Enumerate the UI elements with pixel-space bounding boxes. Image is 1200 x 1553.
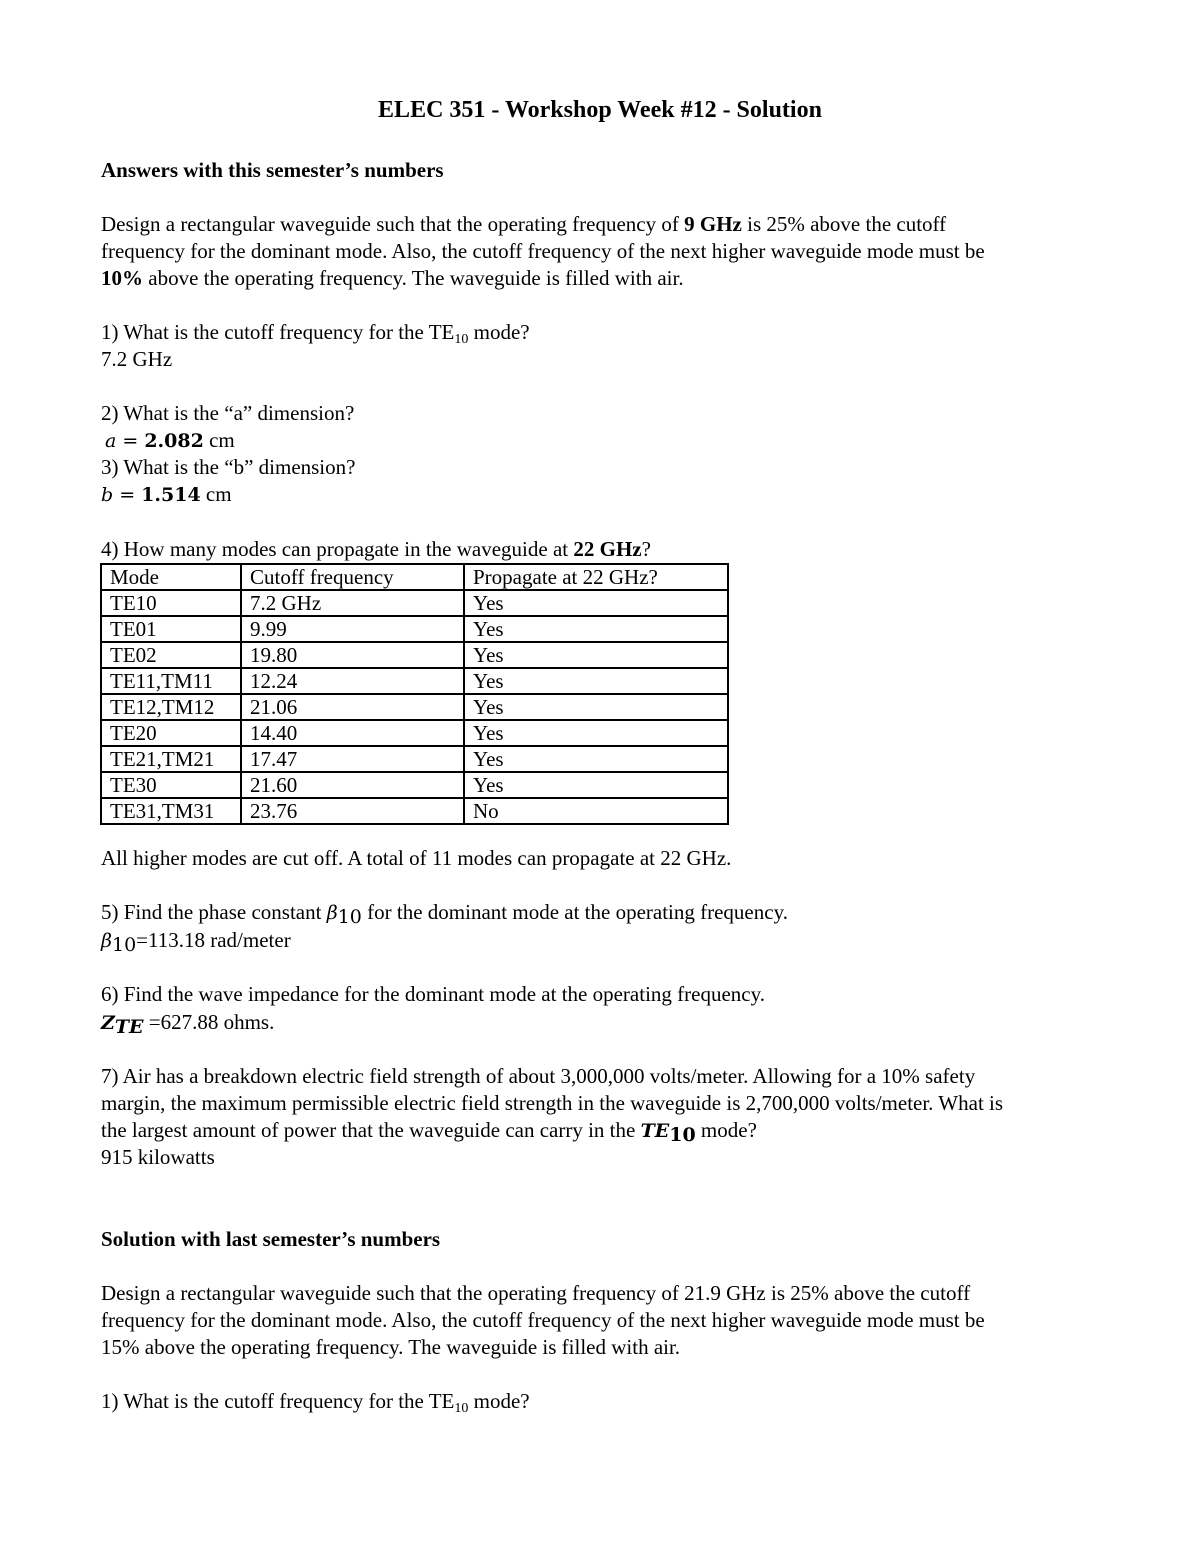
unit: cm bbox=[200, 482, 232, 506]
intro-text: is 25% above the cutoff bbox=[741, 212, 947, 236]
impedance-symbol: Z bbox=[101, 1012, 115, 1034]
modes-table bbox=[100, 563, 729, 825]
question-text: mode? bbox=[468, 320, 530, 344]
intro-text: above the operating frequency. The waveguide is filled with air. bbox=[143, 266, 684, 290]
intro2-line-2: frequency for the dominant mode. Also, the cutoff frequency of the next higher waveguide mode must be bbox=[101, 1308, 985, 1332]
table-header-cell: Cutoff frequency bbox=[241, 564, 464, 590]
question-text: mode? bbox=[695, 1118, 757, 1142]
table-cell: 7.2 GHz bbox=[241, 590, 464, 616]
table-cell: No bbox=[464, 798, 728, 824]
table-cell: TE31,TM31 bbox=[101, 798, 241, 824]
table-cell: Yes bbox=[464, 720, 728, 746]
table-cell: TE11,TM11 bbox=[101, 668, 241, 694]
math-variable: b bbox=[101, 484, 114, 506]
question-text: 1) What is the cutoff frequency for the TE bbox=[101, 1389, 455, 1413]
question-text: the largest amount of power that the waveguide can carry in the bbox=[101, 1118, 641, 1142]
table-cell: Yes bbox=[464, 642, 728, 668]
table-cell: 17.47 bbox=[241, 746, 464, 772]
table-cell: 23.76 bbox=[241, 798, 464, 824]
unit: cm bbox=[203, 428, 235, 452]
question-7-line-1: 7) Air has a breakdown electric field strength of about 3,000,000 volts/meter. Allowing for a 10% safety bbox=[101, 1064, 976, 1088]
table-cell: 12.24 bbox=[241, 668, 464, 694]
table-cell: TE20 bbox=[101, 720, 241, 746]
beta-symbol: β bbox=[326, 902, 338, 924]
margin-percent: 10% bbox=[101, 266, 143, 290]
table-cell: Yes bbox=[464, 668, 728, 694]
table-cell: 19.80 bbox=[241, 642, 464, 668]
math-equals: = bbox=[116, 430, 145, 452]
question-2: 2) What is the “a” dimension? bbox=[101, 401, 355, 425]
intro-text: Design a rectangular waveguide such that the operating frequency of bbox=[101, 212, 685, 236]
math-equals: = bbox=[113, 484, 142, 506]
table-row bbox=[101, 772, 728, 798]
table-cell: TE10 bbox=[101, 590, 241, 616]
intro2-line-1: Design a rectangular waveguide such that the operating frequency of 21.9 GHz is 25% above the cutoff bbox=[101, 1281, 971, 1305]
question-5 bbox=[101, 899, 788, 927]
table-header-row bbox=[101, 564, 728, 590]
table-header-cell: Propagate at 22 GHz? bbox=[464, 564, 728, 590]
operating-frequency: 9 GHz bbox=[684, 212, 742, 236]
table-row bbox=[101, 642, 728, 668]
question-text: for the dominant mode at the operating frequency. bbox=[361, 900, 788, 924]
table-cell: 21.06 bbox=[241, 694, 464, 720]
mode-symbol: TE bbox=[640, 1120, 670, 1142]
math-variable: a bbox=[105, 430, 117, 452]
section-heading-last: Solution with last semester’s numbers bbox=[101, 1227, 441, 1251]
answer-3 bbox=[101, 481, 232, 509]
dimension-value: 2.082 bbox=[144, 430, 204, 452]
subscript: 10 bbox=[111, 934, 137, 956]
table-header-cell: Mode bbox=[101, 564, 241, 590]
table-cell: TE02 bbox=[101, 642, 241, 668]
intro2-line-3: 15% above the operating frequency. The waveguide is filled with air. bbox=[101, 1335, 681, 1359]
question-text: 5) Find the phase constant bbox=[101, 900, 327, 924]
dimension-value: 1.514 bbox=[141, 484, 201, 506]
modes-table-body bbox=[101, 564, 728, 824]
table-row bbox=[101, 668, 728, 694]
answer-value: =113.18 rad/meter bbox=[136, 928, 291, 952]
question-7-line-2: margin, the maximum permissible electric field strength in the waveguide is 2,700,000 volts/meter. What is bbox=[101, 1091, 1004, 1115]
question-6: 6) Find the wave impedance for the dominant mode at the operating frequency. bbox=[101, 982, 765, 1006]
answer-value: =627.88 ohms. bbox=[143, 1010, 275, 1034]
table-cell: TE12,TM12 bbox=[101, 694, 241, 720]
table-row bbox=[101, 720, 728, 746]
question-1 bbox=[101, 319, 530, 346]
table-cell: 9.99 bbox=[241, 616, 464, 642]
intro-line-3 bbox=[101, 265, 684, 292]
table-cell: Yes bbox=[464, 772, 728, 798]
table-cell: TE30 bbox=[101, 772, 241, 798]
question-4 bbox=[101, 536, 651, 563]
question-text: 1) What is the cutoff frequency for the TE bbox=[101, 320, 455, 344]
table-row bbox=[101, 616, 728, 642]
intro-line-2: frequency for the dominant mode. Also, the cutoff frequency of the next higher waveguide mode must be bbox=[101, 239, 985, 263]
section-heading-current: Answers with this semester’s numbers bbox=[101, 158, 444, 182]
question-3: 3) What is the “b” dimension? bbox=[101, 455, 356, 479]
table-row bbox=[101, 590, 728, 616]
subscript: 10 bbox=[669, 1124, 696, 1146]
question-1-last bbox=[101, 1388, 530, 1415]
question-7-line-3 bbox=[101, 1117, 757, 1145]
table-cell: Yes bbox=[464, 616, 728, 642]
table-cell: 14.40 bbox=[241, 720, 464, 746]
subscript: TE bbox=[114, 1016, 144, 1038]
subscript: 10 bbox=[454, 332, 469, 347]
answer-4: All higher modes are cut off. A total of 11 modes can propagate at 22 GHz. bbox=[101, 846, 732, 870]
table-row bbox=[101, 798, 728, 824]
answer-1: 7.2 GHz bbox=[101, 347, 173, 371]
table-cell: Yes bbox=[464, 694, 728, 720]
question-text: mode? bbox=[468, 1389, 530, 1413]
table-cell: Yes bbox=[464, 590, 728, 616]
answer-6 bbox=[101, 1009, 274, 1037]
table-cell: TE21,TM21 bbox=[101, 746, 241, 772]
table-cell: Yes bbox=[464, 746, 728, 772]
table-row bbox=[101, 746, 728, 772]
page-title: ELEC 351 - Workshop Week #12 - Solution bbox=[378, 97, 822, 123]
subscript: 10 bbox=[454, 1401, 469, 1416]
frequency-value: 22 GHz bbox=[573, 537, 642, 561]
question-text: 4) How many modes can propagate in the waveguide at bbox=[101, 537, 574, 561]
table-cell: TE01 bbox=[101, 616, 241, 642]
table-cell: 21.60 bbox=[241, 772, 464, 798]
answer-2 bbox=[105, 427, 235, 455]
question-text: ? bbox=[641, 537, 651, 561]
beta-symbol: β bbox=[101, 930, 112, 952]
answer-7: 915 kilowatts bbox=[101, 1145, 215, 1169]
intro-line-1 bbox=[101, 211, 946, 238]
table-row bbox=[101, 694, 728, 720]
answer-5 bbox=[101, 927, 291, 955]
subscript: 10 bbox=[337, 906, 362, 928]
